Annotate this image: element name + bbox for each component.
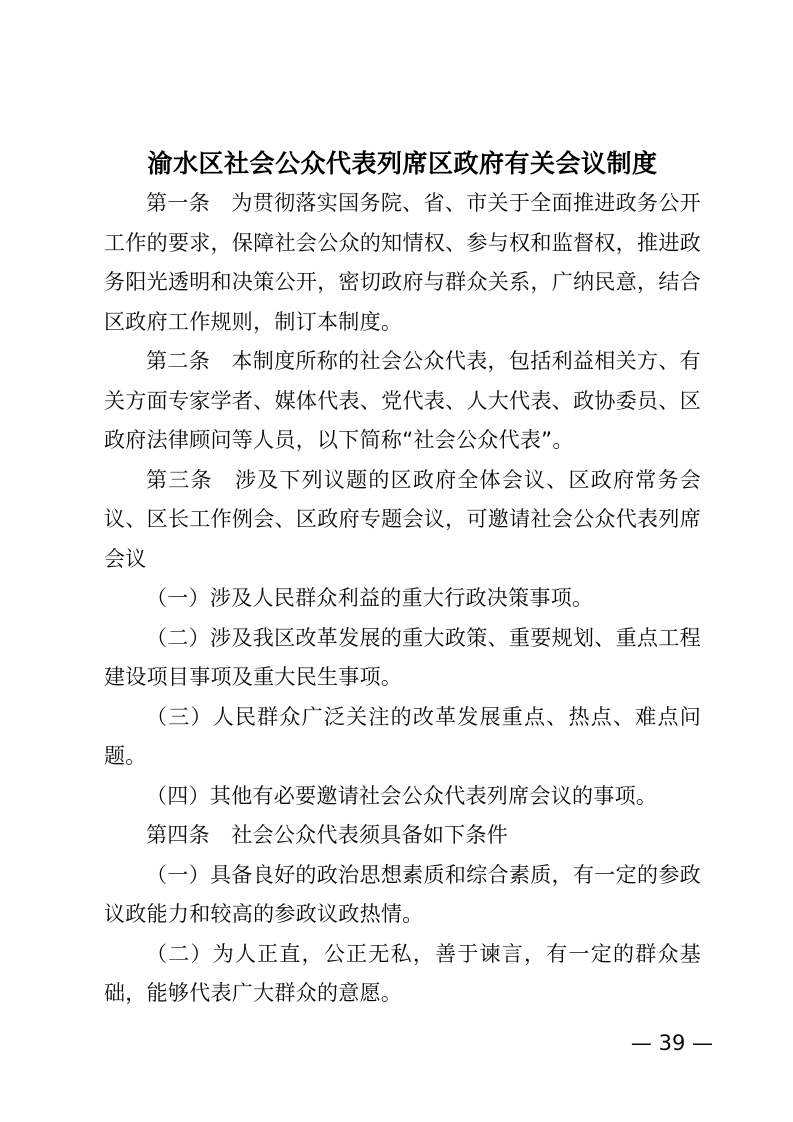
paragraph: （一）涉及人民群众利益的重大行政决策事项。 — [146, 586, 594, 610]
paragraph: （四）其他有必要邀请社会公众代表列席会议的事项。 — [146, 783, 658, 808]
document-content — [104, 144, 701, 1014]
paragraph: 第三条 涉及下列议题的区政府全体会议、区政府常务会议、区长工作例会、区政府专题会议，可邀请社会公众代表列席会议 — [104, 467, 701, 571]
paragraph: （三）人民群众广泛关注的改革发展重点、热点、难点问题。 — [104, 704, 701, 768]
document-title: 渝水区社会公众代表列席区政府有关会议制度 — [147, 149, 658, 178]
paragraph: （二）涉及我区改革发展的重大政策、重要规划、重点工程建设项目事项及重大民生事项。 — [104, 625, 701, 689]
paragraph: 第四条 社会公众代表须具备如下条件 — [146, 823, 509, 847]
paragraph: 第二条 本制度所称的社会公众代表，包括利益相关方、有关方面专家学者、媒体代表、党代表、人大代表、政协委员、区政府法律顾问等人员，以下简称“社会公众代表”。 — [104, 349, 701, 452]
page-number: — 39 — — [630, 1031, 713, 1055]
paragraph: （二）为人正直，公正无私，善于谏言，有一定的群众基础，能够代表广大群众的意愿。 — [104, 941, 701, 1005]
document-body — [104, 184, 701, 1014]
paragraph: （一）具备良好的政治思想素质和综合素质，有一定的参政议政能力和较高的参政议政热情。 — [104, 862, 701, 926]
paragraph: 第一条 为贯彻落实国务院、省、市关于全面推进政务公开工作的要求，保障社会公众的知情权、参与权和监督权，推进政务阳光透明和决策公开，密切政府与群众关系，广纳民意，结合区政府工作规则，制订本制度。 — [104, 191, 701, 334]
